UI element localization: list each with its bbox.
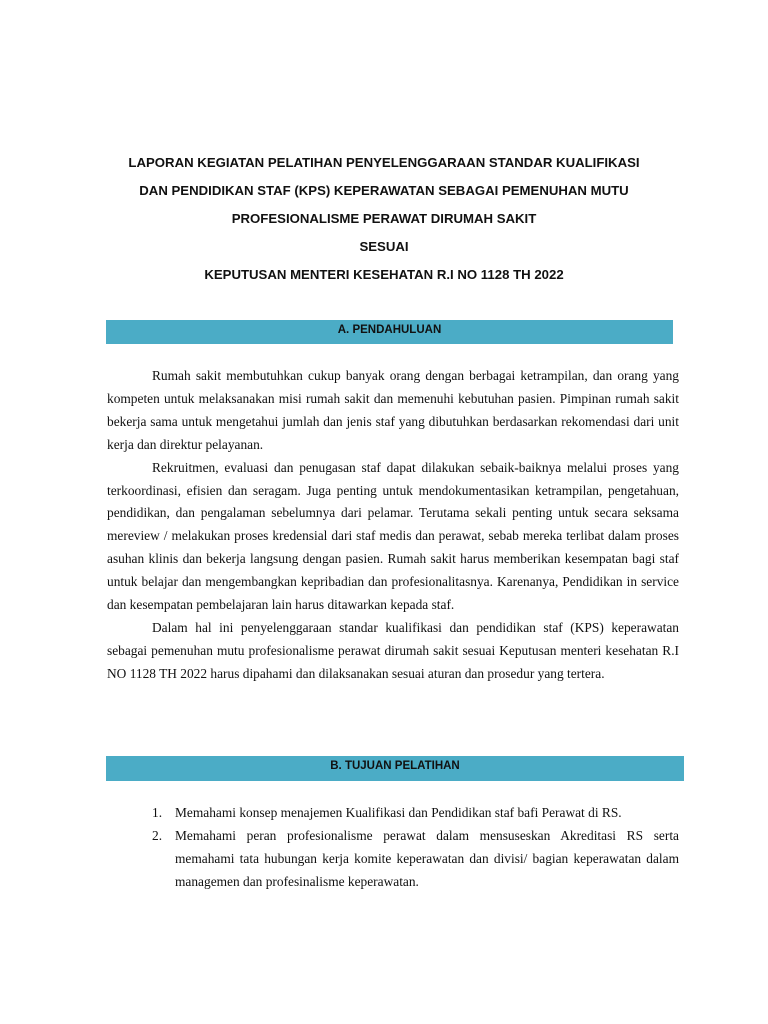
section-heading-pendahuluan: A. PENDAHULUAN <box>106 320 673 344</box>
title-line: KEPUTUSAN MENTERI KESEHATAN R.I NO 1128 TH 2022 <box>204 267 564 282</box>
title-line: DAN PENDIDIKAN STAF (KPS) KEPERAWATAN SEBAGAI PEMENUHAN MUTU <box>139 183 629 198</box>
list-item-number: 2. <box>152 828 163 843</box>
title-line: PROFESIONALISME PERAWAT DIRUMAH SAKIT <box>231 211 537 226</box>
list-item-text: Memahami konsep menajemen Kualifikasi dan Pendidikan staf bafi Perawat di RS. <box>175 805 622 820</box>
list-item <box>107 824 679 893</box>
title-line: SESUAI <box>359 239 409 254</box>
paragraph: Dalam hal ini penyelenggaraan standar kualifikasi dan pendidikan staf (KPS) keperawatan sebagai pemenuhan mutu profesionalisme perawat dirumah sakit sesuai Keputusan menteri kesehatan R.I NO 1128 TH 2022 harus dipahami dan dilaksanakan sesuai aturan dan prosedur yang tertera. <box>107 619 679 681</box>
paragraph: Rumah sakit membutuhkan cukup banyak orang dengan berbagai ketrampilan, dan orang yang kompeten untuk melaksanakan misi rumah sakit dan memenuhi kebutuhan pasien. Pimpinan rumah sakit bekerja sama untuk mengetahui jumlah dan jenis staf yang dibutuhkan berdasarkan rekomendasi dari unit kerja dan direktur pelayanan. <box>107 368 679 452</box>
title-line: LAPORAN KEGIATAN PELATIHAN PENYELENGGARAAN STANDAR KUALIFIKASI <box>128 155 640 170</box>
list-item-number: 1. <box>152 805 163 820</box>
section-heading-tujuan-pelatihan: B. TUJUAN PELATIHAN <box>106 756 684 781</box>
paragraph: Rekruitmen, evaluasi dan penugasan staf dapat dilakukan sebaik-baiknya melalui proses yang terkoordinasi, efisien dan seragam. Juga penting untuk mendokumentasikan ketrampilan, pengetahuan, pendidikan, dan pengalaman sebelumnya dari pelamar. Terutama sekali penting untuk secara seksama mereview / melakukan proses kredensial dari staf medis dan perawat, sebab mereka terlibat dalam proses asuhan klinis dan bekerja langsung dengan pasien. Rumah sakit harus memberikan kesempatan bagi staf untuk belajar dan mengembangkan kepribadian dan profesionalitasnya. Karenanya, Pendidikan in service dan kesempatan pembelajaran lain harus ditawarkan kepada staf. <box>107 459 679 613</box>
section-body-pendahuluan <box>107 365 679 686</box>
list-item-text: Memahami peran profesionalisme perawat dalam mensuseskan Akreditasi RS serta memahami tata hubungan kerja komite keperawatan dan divisi/ bagian keperawatan dalam managemen dan profesinalisme keperawatan. <box>175 828 679 889</box>
document-title <box>90 149 678 289</box>
objectives-list <box>107 801 679 893</box>
list-item <box>107 801 679 824</box>
